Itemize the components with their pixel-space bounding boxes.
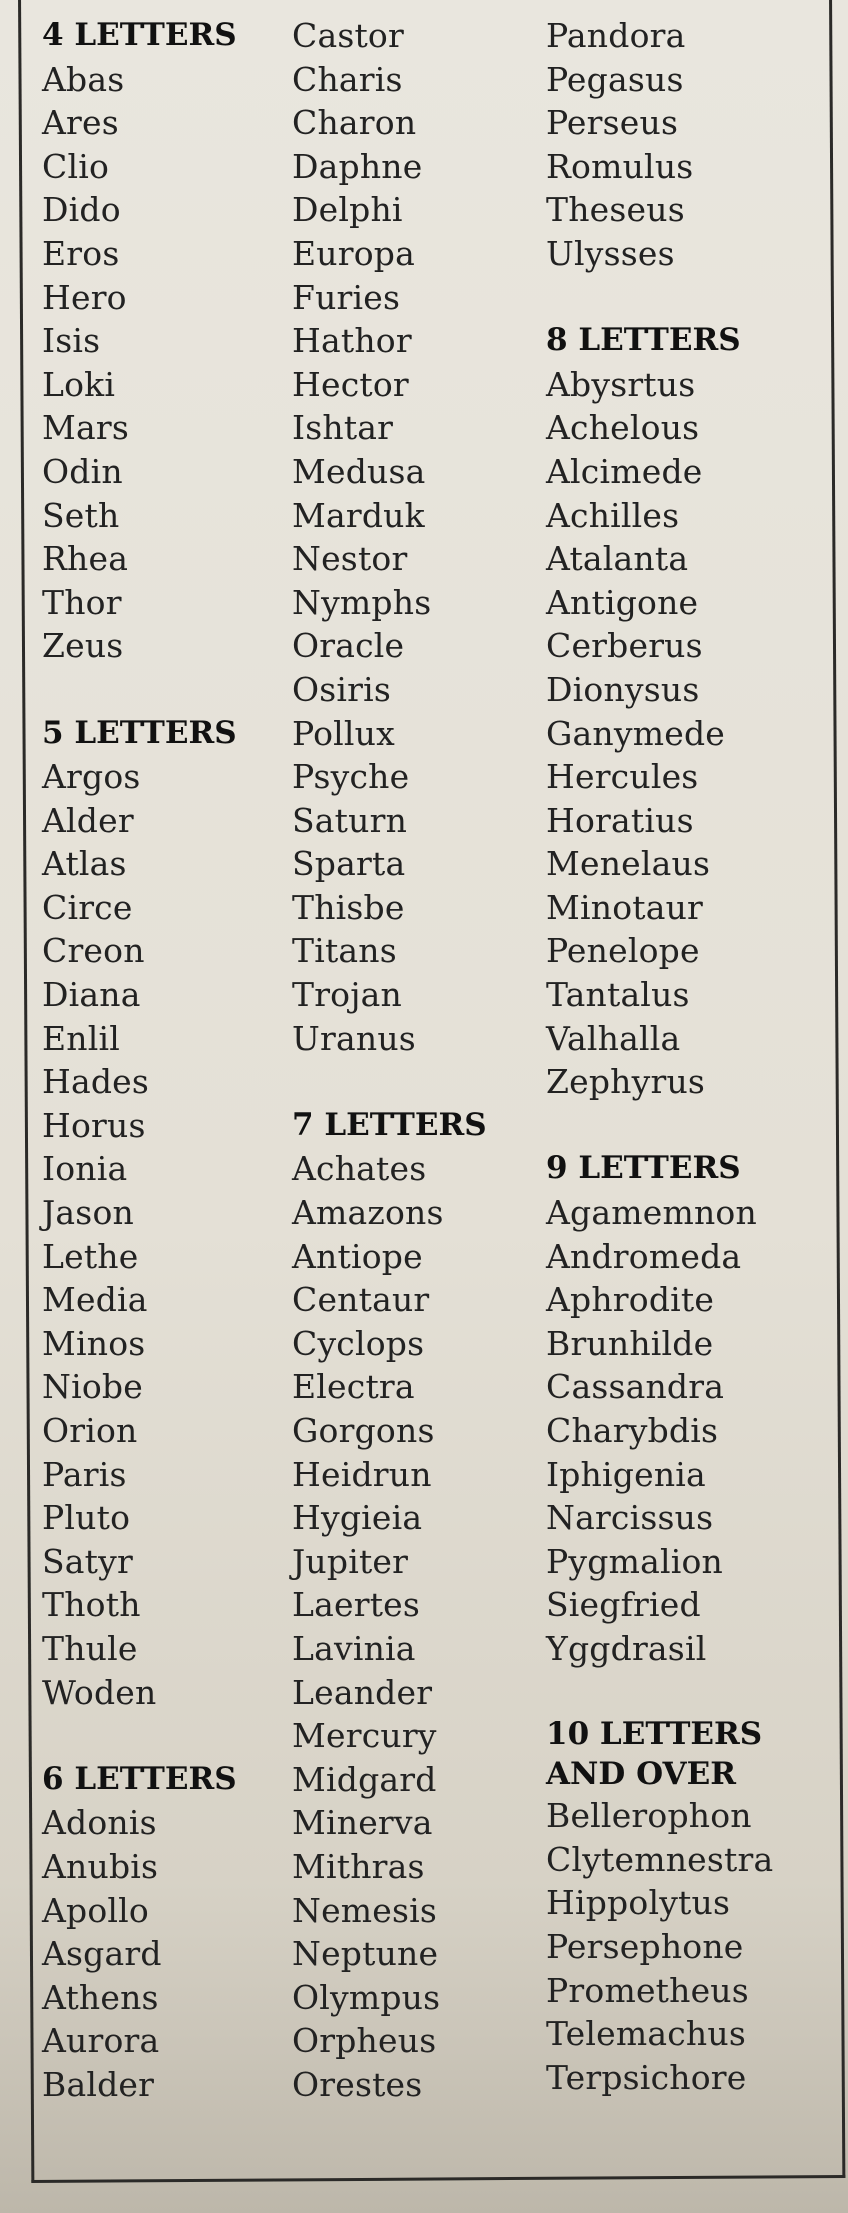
list-item: Olympus (292, 1977, 441, 2017)
list-item: Castor (292, 16, 404, 55)
list-item: Theseus (546, 190, 685, 230)
list-item: Laertes (292, 1585, 421, 1625)
list-item: Clio (42, 146, 110, 186)
list-item: Psyche (292, 757, 410, 797)
list-item: Lethe (42, 1236, 139, 1276)
list-item: Electra (292, 1367, 415, 1407)
list-10-letters (546, 1794, 826, 2099)
list-item: Hades (42, 1062, 150, 1102)
list-item: Hercules (546, 757, 699, 797)
list-item: Asgard (42, 1934, 162, 1974)
list-item: Circe (42, 887, 133, 927)
list-item: Minos (42, 1323, 146, 1363)
list-item: Mithras (292, 1846, 425, 1886)
list-item: Zeus (42, 626, 124, 666)
list-item: Prometheus (546, 1970, 749, 2010)
list-item: Pollux (292, 713, 395, 753)
list-item: Thule (42, 1628, 138, 1668)
list-item: Pluto (42, 1498, 131, 1538)
list-item: Hygieia (292, 1498, 423, 1538)
list-item: Terpsichore (546, 2057, 747, 2097)
list-item: Centaur (292, 1280, 430, 1320)
list-item: Nemesis (292, 1890, 438, 1930)
list-item: Aphrodite (546, 1280, 715, 1320)
list-item: Ganymede (546, 713, 726, 753)
list-item: Leander (292, 1672, 433, 1712)
list-item: Achilles (546, 495, 680, 535)
list-item: Horatius (546, 800, 694, 840)
list-item: Nymphs (292, 582, 432, 622)
list-item: Agamemnon (546, 1193, 757, 1233)
list-item: Gorgons (292, 1411, 435, 1450)
list-item: Horus (42, 1105, 146, 1145)
list-item: Telemachus (546, 2014, 746, 2054)
heading-10-letters: 10 LETTERS (546, 1716, 763, 1753)
list-4-letters (42, 58, 292, 668)
list-item: Minotaur (546, 887, 704, 927)
list-item: Apollo (42, 1890, 149, 1930)
list-item: Cyclops (292, 1323, 425, 1363)
list-item: Saturn (292, 800, 408, 840)
list-item: Enlil (42, 1018, 121, 1058)
list-item: Europa (292, 233, 415, 273)
list-item: Achates (292, 1149, 427, 1189)
list-item: Anubis (42, 1846, 159, 1886)
list-item: Nestor (292, 539, 408, 579)
list-6-letters-a (42, 1801, 292, 2106)
list-item: Midgard (292, 1759, 437, 1799)
list-item: Thor (42, 582, 122, 622)
list-item: Atlas (42, 844, 127, 884)
list-item: Dido (42, 190, 121, 230)
heading-4-letters: 4 LETTERS (42, 17, 237, 53)
list-item: Satyr (42, 1541, 133, 1581)
list-item: Neptune (292, 1934, 439, 1974)
list-item: Hero (42, 277, 127, 317)
list-item: Daphne (292, 146, 423, 186)
heading-6-letters: 6 LETTERS (42, 1760, 237, 1797)
list-item: Hathor (292, 321, 412, 361)
list-item: Antigone (546, 582, 699, 622)
list-item: Persephone (546, 1926, 744, 1966)
list-item: Cassandra (546, 1367, 725, 1407)
heading-9-letters: 9 LETTERS (546, 1150, 741, 1187)
list-item: Antiope (292, 1236, 423, 1276)
list-item: Romulus (546, 146, 694, 186)
list-item: Furies (292, 277, 401, 317)
list-item: Cerberus (546, 626, 703, 666)
list-item: Balder (42, 2064, 155, 2104)
list-item: Brunhilde (546, 1323, 714, 1363)
list-item: Media (42, 1280, 148, 1320)
list-6-letters-b (292, 14, 542, 1060)
list-item: Mars (42, 408, 129, 448)
list-item: Oracle (292, 626, 405, 666)
list-item: Andromeda (546, 1236, 742, 1276)
list-item: Loki (42, 364, 116, 404)
list-item: Ionia (42, 1149, 128, 1189)
list-7-letters-a (292, 1147, 542, 2106)
list-item: Perseus (546, 103, 679, 143)
list-item: Lavinia (292, 1628, 416, 1668)
heading-5-letters: 5 LETTERS (42, 714, 237, 751)
list-item: Hippolytus (546, 1883, 731, 1923)
list-item: Narcissus (546, 1498, 714, 1538)
list-9-letters (546, 1191, 826, 1671)
list-item: Atalanta (546, 539, 689, 579)
list-item: Trojan (292, 975, 403, 1015)
list-item: Ares (42, 103, 119, 143)
list-item: Jupiter (292, 1541, 409, 1581)
list-item: Pandora (546, 16, 686, 55)
list-item: Odin (42, 451, 123, 491)
list-item: Sparta (292, 844, 406, 884)
list-item: Iphigenia (546, 1454, 706, 1494)
list-item: Heidrun (292, 1454, 432, 1494)
list-item: Ulysses (546, 233, 675, 273)
list-item: Eros (42, 233, 120, 273)
list-item: Orpheus (292, 2021, 437, 2061)
heading-8-letters: 8 LETTERS (546, 322, 741, 359)
list-5-letters (42, 755, 292, 1714)
column-2 (292, 14, 542, 2107)
list-item: Adonis (42, 1803, 157, 1843)
list-item: Medusa (292, 451, 426, 491)
list-item: Uranus (292, 1018, 416, 1058)
list-item: Abysrtus (546, 364, 696, 404)
list-item: Abas (42, 59, 125, 99)
list-item: Athens (42, 1977, 159, 2017)
list-item: Delphi (292, 190, 403, 230)
list-item: Zephyrus (546, 1062, 706, 1102)
list-item: Siegfried (546, 1585, 701, 1625)
list-item: Tantalus (546, 975, 690, 1015)
list-item: Thisbe (292, 887, 405, 927)
list-item: Charon (292, 103, 417, 143)
list-item: Achelous (546, 408, 700, 448)
list-8-letters (546, 363, 826, 1104)
list-item: Pygmalion (546, 1541, 723, 1581)
list-item: Orestes (292, 2064, 423, 2104)
list-item: Woden (42, 1672, 157, 1712)
list-item: Minerva (292, 1803, 433, 1843)
list-item: Bellerophon (546, 1796, 752, 1836)
heading-and-over: AND OVER (546, 1756, 736, 1793)
list-item: Paris (42, 1454, 127, 1494)
list-item: Isis (42, 321, 101, 361)
heading-7-letters: 7 LETTERS (292, 1106, 487, 1143)
list-item: Ishtar (292, 408, 394, 448)
list-item: Alcimede (546, 451, 703, 491)
list-item: Dionysus (546, 669, 700, 709)
list-item: Hector (292, 364, 409, 404)
list-item: Rhea (42, 539, 129, 579)
list-item: Osiris (292, 669, 392, 709)
list-item: Yggdrasil (546, 1628, 707, 1668)
list-item: Creon (42, 931, 145, 971)
list-item: Argos (42, 757, 141, 797)
list-item: Clytemnestra (546, 1839, 774, 1879)
list-7-letters-b (546, 14, 826, 276)
list-item: Seth (42, 495, 120, 535)
list-item: Orion (42, 1411, 138, 1450)
list-item: Aurora (42, 2021, 160, 2061)
list-item: Menelaus (546, 844, 711, 884)
list-item: Valhalla (546, 1018, 681, 1058)
list-item: Amazons (292, 1193, 444, 1233)
list-item: Thoth (42, 1585, 141, 1625)
column-1 (42, 14, 292, 2107)
column-3 (546, 14, 826, 2099)
list-item: Jason (42, 1193, 134, 1233)
list-item: Pegasus (546, 59, 684, 99)
list-item: Niobe (42, 1367, 143, 1407)
list-item: Charis (292, 59, 403, 99)
list-item: Charybdis (546, 1411, 719, 1450)
list-item: Diana (42, 975, 141, 1015)
list-item: Alder (42, 800, 134, 840)
list-item: Marduk (292, 495, 425, 535)
list-item: Penelope (546, 931, 700, 971)
list-item: Titans (292, 931, 397, 971)
list-item: Mercury (292, 1716, 437, 1756)
